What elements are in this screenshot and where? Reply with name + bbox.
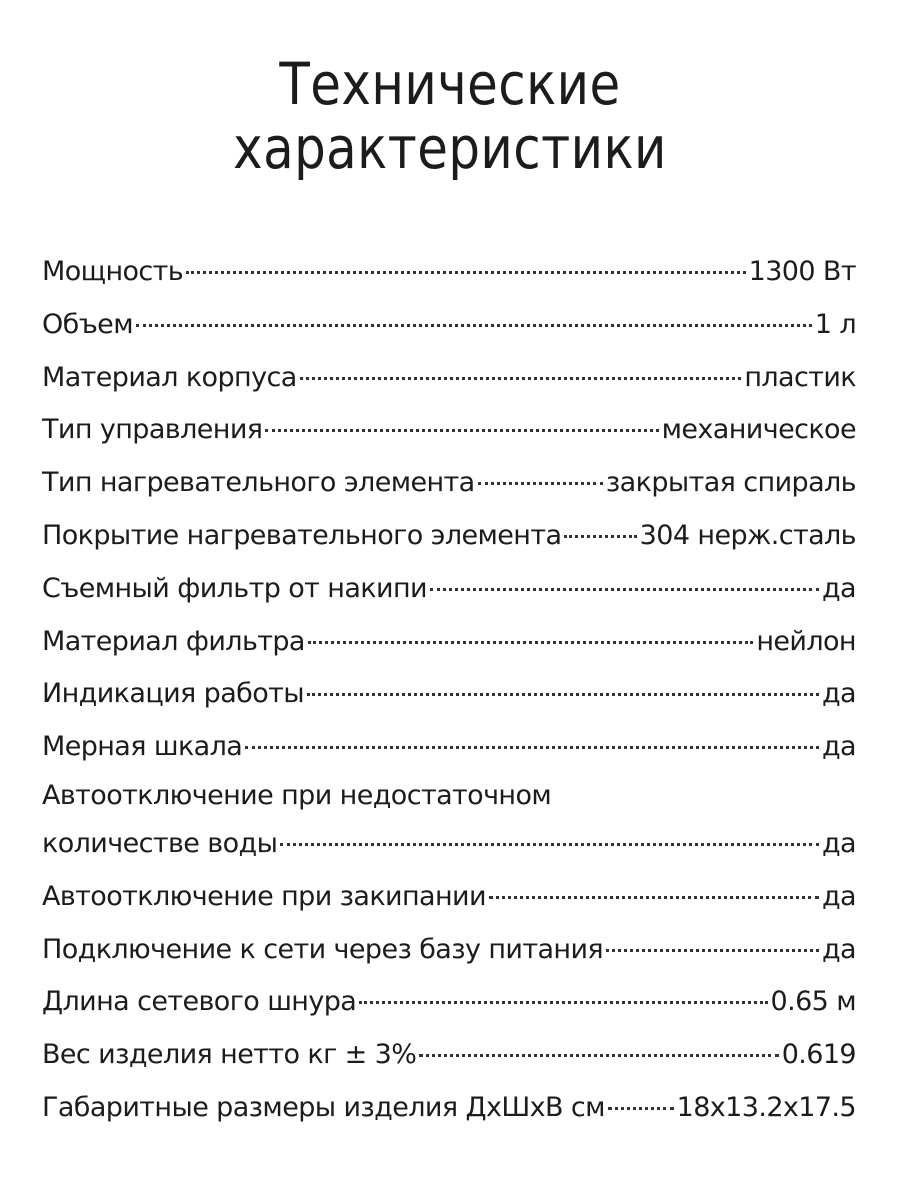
spec-label: Автоотключение при закипании	[42, 880, 486, 912]
leader-dots	[308, 641, 753, 644]
spec-row-cord-length	[42, 976, 856, 1029]
spec-value: да	[821, 678, 856, 710]
spec-label-continued: количестве воды	[42, 827, 278, 859]
spec-row-body-material	[42, 352, 856, 405]
spec-value: 1300 Вт	[748, 256, 856, 287]
spec-label: Мощность	[42, 256, 184, 287]
spec-row-scale	[42, 721, 856, 774]
spec-row-control-type	[42, 404, 856, 457]
leader-dots	[564, 535, 636, 538]
leader-dots	[136, 324, 812, 327]
spec-label: Съемный фильтр от накипи	[42, 572, 427, 604]
leader-dots	[307, 693, 819, 696]
spec-row-boil-shutoff	[42, 871, 856, 924]
leader-dots	[419, 1054, 778, 1057]
spec-value: 0.65 м	[770, 986, 856, 1018]
leader-dots	[489, 896, 819, 899]
leader-dots	[478, 482, 603, 485]
spec-value: да	[821, 933, 856, 965]
spec-label: Тип нагревательного элемента	[42, 467, 475, 499]
leader-dots	[265, 429, 658, 432]
spec-value: да	[821, 827, 856, 859]
spec-row-low-water-shutoff-line1	[42, 774, 856, 818]
spec-value: нейлон	[756, 625, 856, 657]
spec-row-volume	[42, 299, 856, 352]
spec-label: Мерная шкала	[42, 731, 243, 763]
spec-value: да	[821, 880, 856, 912]
spec-row-filter-material	[42, 616, 856, 669]
spec-row-removable-filter	[42, 563, 856, 616]
title-line-1: Технические	[279, 50, 621, 118]
spec-label: Подключение к сети через базу питания	[42, 933, 604, 965]
spec-row-heating-element-type	[42, 457, 856, 510]
spec-label: Вес изделия нетто кг ± 3%	[42, 1039, 417, 1071]
spec-value: да	[821, 572, 856, 604]
spec-label: Габаритные размеры изделия ДхШхВ см	[42, 1091, 605, 1123]
spec-value: механическое	[661, 414, 856, 446]
spec-row-power	[42, 246, 856, 299]
spec-row-power-base	[42, 924, 856, 977]
leader-dots	[608, 1107, 674, 1110]
spec-label: Покрытие нагревательного элемента	[42, 519, 562, 551]
spec-value: пластик	[744, 361, 856, 393]
spec-label: Индикация работы	[42, 678, 304, 710]
page-title	[63, 52, 837, 180]
spec-label: Длина сетевого шнура	[42, 986, 357, 1018]
spec-label: Материал фильтра	[42, 625, 305, 657]
spec-value: 304 нерж.сталь	[639, 519, 856, 551]
spec-label: Автоотключение при недостаточном	[42, 779, 552, 811]
spec-row-net-weight	[42, 1029, 856, 1082]
leader-dots	[430, 588, 819, 591]
spec-value: 18х13.2х17.5	[676, 1091, 856, 1123]
spec-value: 0.619	[781, 1039, 856, 1071]
spec-label: Объем	[42, 308, 133, 340]
leader-dots	[606, 949, 819, 952]
leader-dots	[359, 1001, 767, 1004]
spec-row-indication	[42, 668, 856, 721]
spec-label: Тип управления	[42, 414, 263, 446]
specs-list	[42, 246, 856, 1135]
spec-row-heating-element-coating	[42, 510, 856, 563]
leader-dots	[300, 377, 742, 380]
spec-label: Материал корпуса	[42, 361, 297, 393]
title-line-2: характеристики	[233, 114, 667, 182]
leader-dots	[245, 746, 819, 749]
leader-dots	[280, 843, 819, 846]
spec-row-dimensions	[42, 1082, 856, 1135]
spec-value: да	[821, 731, 856, 763]
spec-row-low-water-shutoff	[42, 818, 856, 871]
spec-value: закрытая спираль	[605, 467, 856, 499]
spec-value: 1 л	[814, 308, 856, 340]
leader-dots	[186, 271, 746, 274]
